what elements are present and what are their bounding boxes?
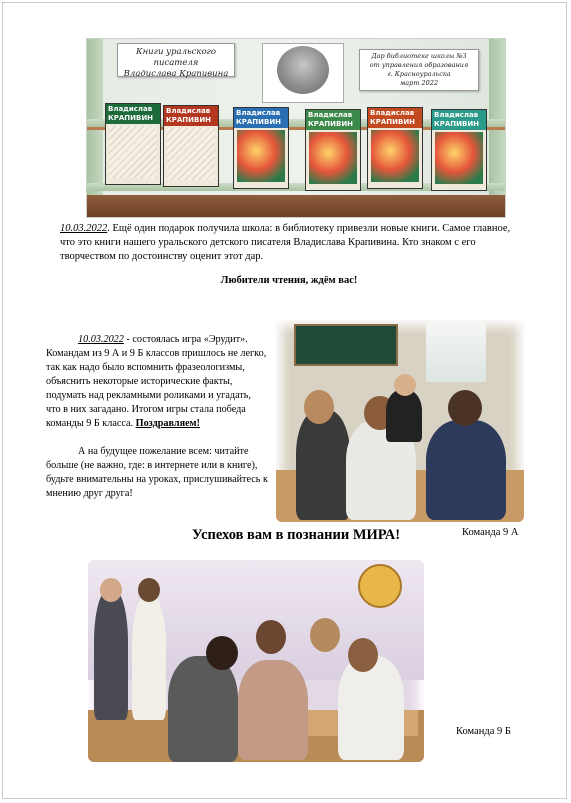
congrats-text: Поздравляем!: [135, 418, 200, 429]
team-9b-photo: [88, 560, 424, 762]
shelf-sign-left: Книги уральского писателя Владислава Крапивина: [117, 43, 235, 77]
news-paragraph-game: 10.03.2022 - состоялась игра «Эрудит». Командам из 9 А и 9 Б классов пришлось не легко, так как надо было вспомнить фразеологизмы, объяснить некоторые исторические факты, подумать над рекламными роликами и угадать, что в них загадано. Итогом игры стала победа команды 9 Б класса. Поздравляем! А на будущее пожелание всем: читайте больше (не важно, где: в интернете или в книге), будьте внимательны на уроках, прислушивайтесь к мнению друг друга!: [46, 334, 268, 499]
readers-slogan: Любители чтения, ждём вас!: [220, 275, 358, 286]
book-display-photo: [86, 38, 506, 218]
shelf-sign-right: Дар библиотеке школы №3 от управления образования г. Красноуральска март 2022: [359, 49, 479, 91]
book-cover: Владислав КРАПИВИН: [431, 109, 487, 191]
book-cover: Владислав КРАПИВИН: [163, 105, 219, 187]
book-cover: Владислав КРАПИВИН: [105, 103, 161, 185]
caption-team-9a: Команда 9 А: [462, 527, 519, 538]
book-cover: Владислав КРАПИВИН: [367, 107, 423, 189]
wish-paragraph: А на будущее пожелание всем: читайте больше (не важно, где: в интернете или в книге), будьте внимательны на уроках, прислушивайтесь к мнению друг друга!: [46, 446, 268, 499]
news-paragraph-books: 10.03.2022. Ещё один подарок получила школа: в библиотеку привезли новые книги. Самое главное, что это книги нашего уральского детского писателя Владислава Крапивина. Кто знаком с его творчеством по достоинству оценит этот дар.: [60, 223, 511, 262]
news-date: 10.03.2022: [78, 334, 124, 345]
team-9a-photo: [276, 320, 524, 522]
book-cover: Владислав КРАПИВИН: [233, 107, 289, 189]
caption-team-9b: Команда 9 Б: [456, 726, 511, 737]
author-portrait: [262, 43, 344, 103]
book-cover: Владислав КРАПИВИН: [305, 109, 361, 191]
headline-success: Успехов вам в познании МИРА!: [192, 527, 401, 543]
news-date: 10.03.2022: [60, 223, 108, 234]
